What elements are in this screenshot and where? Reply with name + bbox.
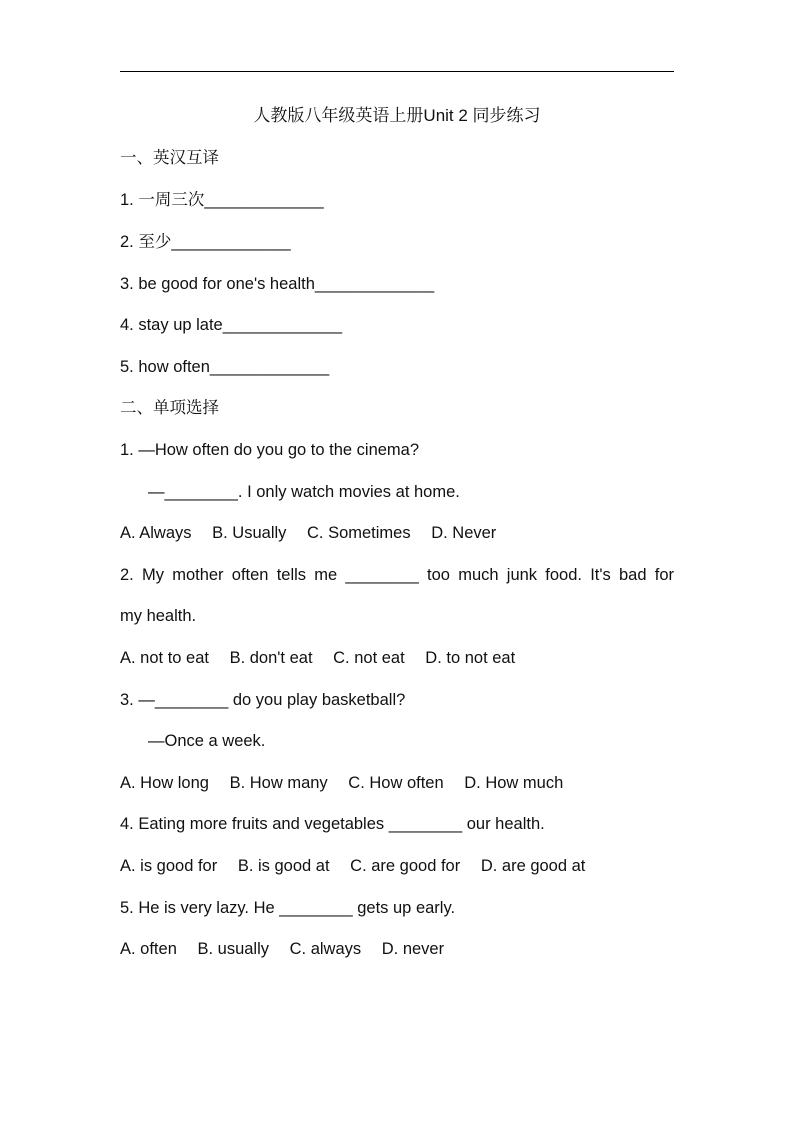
q4-question: 4. Eating more fruits and vegetables ________ our health. bbox=[120, 815, 545, 833]
q5-question: 5. He is very lazy. He ________ gets up early. bbox=[120, 899, 456, 917]
q1-options bbox=[120, 521, 496, 545]
q3-option-b: B. How many bbox=[229, 774, 328, 792]
q5-option-a: A. often bbox=[120, 940, 177, 958]
q1-question: 1. —How often do you go to the cinema? bbox=[120, 441, 420, 459]
q4-option-a: A. is good for bbox=[120, 857, 218, 875]
q2-option-c: C. not eat bbox=[333, 649, 405, 667]
section2-heading: 二、单项选择 bbox=[120, 399, 219, 417]
q2-option-d: D. to not eat bbox=[425, 649, 516, 667]
q1-option-a: A. Always bbox=[120, 524, 192, 542]
q4-options bbox=[120, 854, 585, 878]
q2-question: 2. My mother often tells me ________ too much junk food. It's bad for bbox=[120, 566, 674, 584]
q4-option-c: C. are good for bbox=[350, 857, 461, 875]
q3-option-a: A. How long bbox=[120, 774, 209, 792]
q3-option-d: D. How much bbox=[464, 774, 564, 792]
q5-option-c: C. always bbox=[289, 940, 362, 958]
header-rule bbox=[120, 71, 674, 72]
q2-option-a: A. not to eat bbox=[120, 649, 209, 667]
q3-answer-line: —Once a week. bbox=[148, 732, 266, 750]
document-page bbox=[120, 0, 674, 1122]
q3-question: 3. —________ do you play basketball? bbox=[120, 691, 406, 709]
q5-option-d: D. never bbox=[381, 940, 445, 958]
q5-options bbox=[120, 937, 444, 961]
q1-answer-line: —________. I only watch movies at home. bbox=[148, 483, 460, 501]
section1-item-5: 5. how often_____________ bbox=[120, 358, 330, 376]
document-title: 人教版八年级英语上册Unit 2 同步练习 bbox=[253, 106, 541, 125]
section1-item-2: 2. 至少_____________ bbox=[120, 233, 291, 251]
q1-option-c: C. Sometimes bbox=[307, 524, 411, 542]
q2-question-cont: my health. bbox=[120, 607, 197, 625]
q1-option-d: D. Never bbox=[431, 524, 497, 542]
section1-heading: 一、英汉互译 bbox=[120, 149, 219, 167]
q4-option-b: B. is good at bbox=[237, 857, 330, 875]
q2-options bbox=[120, 646, 515, 670]
q3-options bbox=[120, 771, 563, 795]
q2-option-b: B. don't eat bbox=[229, 649, 313, 667]
q5-option-b: B. usually bbox=[197, 940, 270, 958]
section1-item-3: 3. be good for one's health_____________ bbox=[120, 275, 435, 293]
q4-option-d: D. are good at bbox=[480, 857, 586, 875]
section1-item-1: 1. 一周三次_____________ bbox=[120, 191, 324, 209]
q3-option-c: C. How often bbox=[348, 774, 444, 792]
q1-option-b: B. Usually bbox=[212, 524, 287, 542]
section1-item-4: 4. stay up late_____________ bbox=[120, 316, 343, 334]
